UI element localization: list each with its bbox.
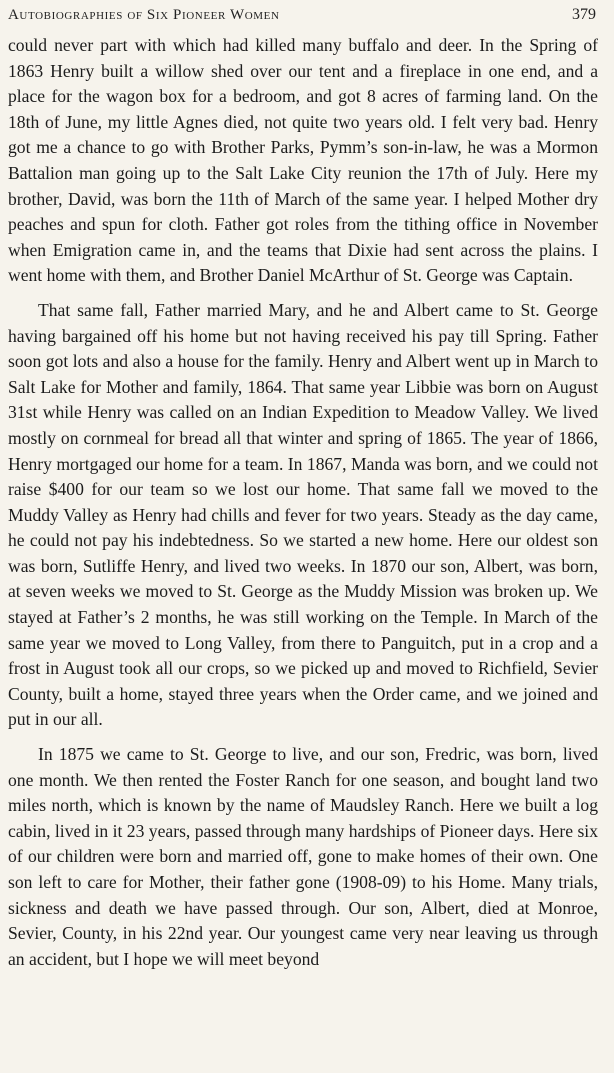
body-text [8, 33, 598, 972]
running-title: Autobiographies of Six Pioneer Women [8, 7, 280, 23]
paragraph-continued: could never part with which had killed many buffalo and deer. In the Spring of 1863 Henry built a willow shed over our tent and a fireplace in one end, and a place for the wagon box for a bedroom, and got 8 acres of farming land. On the 18th of June, my little Agnes died, not quite two years old. I felt very bad. Henry got me a chance to go with Brother Parks, Pymm’s son-in-law, he was a Mormon Battalion man going up to the Salt Lake City reunion the 17th of July. Here my brother, David, was born the 11th of March of the same year. I helped Mother dry peaches and spun for cloth. Father got roles from the tithing office in November when Emigration came in, and the teams that Dixie had sent across the plains. I went home with them, and Brother Daniel McArthur of St. George was Captain. [8, 35, 598, 286]
running-header [8, 6, 598, 32]
page-number: 379 [572, 6, 596, 23]
paragraph: That same fall, Father married Mary, and he and Albert came to St. George having bargained off his home but not having received his pay till Spring. Father soon got lots and also a house for the family. Henry and Albert went up in March to Salt Lake for Mother and family, 1864. That same year Libbie was born on August 31st while Henry was called on an Indian Expedition to Meadow Valley. We lived mostly on cornmeal for bread all that winter and spring of 1865. The year of 1866, Henry mortgaged our home for a team. In 1867, Manda was born, and we could not raise $400 for our team so we lost our home. That same fall we moved to the Muddy Valley as Henry had chills and fever for two years. Steady as the day came, he could not pay his indebtedness. So we started a new home. Here our oldest son was born, Sutliffe Henry, and lived two weeks. In 1870 our son, Albert, was born, at seven weeks we moved to St. George as the Muddy Mission was broken up. We stayed at Father’s 2 months, he was still working on the Temple. In March of the same year we moved to Long Valley, from there to Panguitch, put in a crop and a frost in August took all our crops, so we picked up and moved to Richfield, Sevier County, built a home, stayed three years when the Order came, and we joined and put in our all. [8, 299, 598, 730]
paragraph: In 1875 we came to St. George to live, and our son, Fredric, was born, lived one month. We then rented the Foster Ranch for one season, and bought land two miles north, which is known by the name of Maudsley Ranch. Here we built a log cabin, lived in it 23 years, passed through many hardships of Pioneer days. Here six of our children were born and married off, gone to make homes of their own. One son left to care for Mother, their father gone (1908-09) to his Home. Many trials, sickness and death we have passed through. Our son, Albert, died at Monroe, Sevier, County, in his 22nd year. Our youngest came very near leaving us through an accident, but I hope we will meet beyond [8, 744, 598, 969]
